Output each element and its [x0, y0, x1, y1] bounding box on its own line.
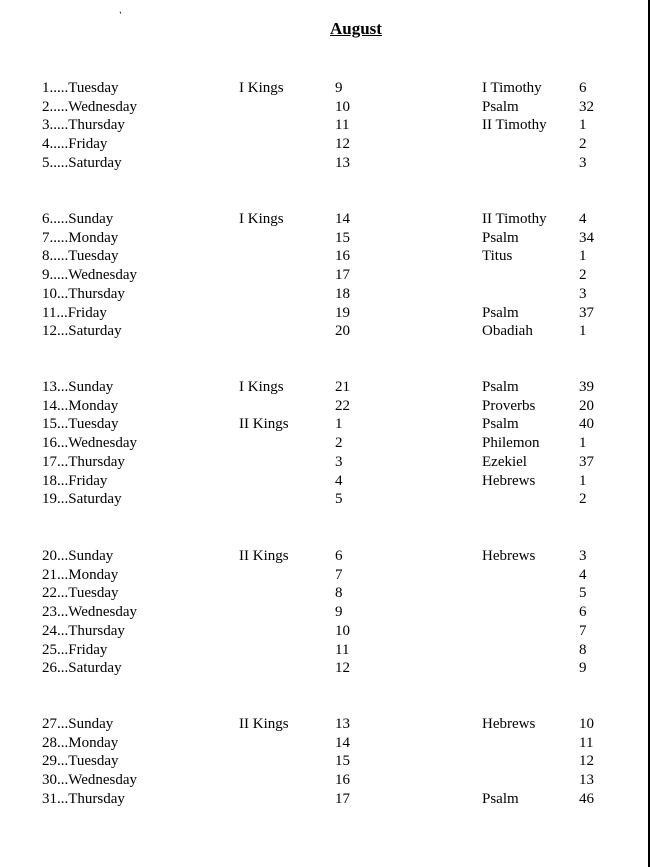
chapter-number: 6	[335, 548, 343, 564]
day-label: 30...Wednesday	[42, 772, 138, 788]
day-label: 25...Friday	[42, 642, 108, 658]
chapter-number: 7	[335, 567, 343, 583]
second-chapter-number: 1	[579, 323, 587, 339]
day-label: 19...Saturday	[42, 491, 122, 507]
second-chapter-number: 7	[579, 623, 587, 639]
day-label: 3.....Thursday	[42, 117, 125, 133]
stray-mark: `	[114, 8, 124, 24]
day-label: 27...Sunday	[42, 716, 114, 732]
chapter-number: 15	[335, 753, 350, 769]
second-book-label: Philemon	[482, 435, 540, 451]
second-chapter-number: 12	[579, 753, 594, 769]
chapter-number: 18	[335, 286, 350, 302]
chapter-number: 4	[335, 473, 343, 489]
second-chapter-number: 37	[579, 454, 594, 470]
book-label: I Kings	[239, 80, 284, 96]
day-label: 6.....Sunday	[42, 211, 114, 227]
second-chapter-number: 13	[579, 772, 594, 788]
second-chapter-number: 10	[579, 716, 594, 732]
second-book-label: Psalm	[482, 99, 519, 115]
second-chapter-number: 20	[579, 398, 594, 414]
second-chapter-number: 9	[579, 660, 587, 676]
chapter-number: 10	[335, 99, 350, 115]
chapter-number: 3	[335, 454, 343, 470]
second-chapter-number: 4	[579, 567, 587, 583]
second-chapter-number: 2	[579, 491, 587, 507]
book-label: I Kings	[239, 379, 284, 395]
second-chapter-number: 2	[579, 267, 587, 283]
second-chapter-number: 46	[579, 791, 594, 807]
second-book-label: Psalm	[482, 305, 519, 321]
chapter-number: 14	[335, 735, 350, 751]
second-chapter-number: 8	[579, 642, 587, 658]
second-chapter-number: 11	[579, 735, 594, 751]
day-label: 26...Saturday	[42, 660, 122, 676]
chapter-number: 12	[335, 136, 350, 152]
chapter-number: 16	[335, 248, 350, 264]
day-label: 31...Thursday	[42, 791, 125, 807]
day-label: 8.....Tuesday	[42, 248, 119, 264]
second-chapter-number: 4	[579, 211, 587, 227]
second-book-label: Proverbs	[482, 398, 536, 414]
day-label: 11...Friday	[42, 305, 107, 321]
chapter-number: 14	[335, 211, 350, 227]
day-label: 2.....Wednesday	[42, 99, 138, 115]
second-chapter-number: 1	[579, 117, 587, 133]
day-label: 17...Thursday	[42, 454, 125, 470]
chapter-number: 17	[335, 267, 350, 283]
day-label: 23...Wednesday	[42, 604, 138, 620]
chapter-number: 16	[335, 772, 350, 788]
chapter-number: 2	[335, 435, 343, 451]
second-chapter-number: 1	[579, 473, 587, 489]
book-label: II Kings	[239, 548, 289, 564]
chapter-number: 1	[335, 416, 343, 432]
chapter-number: 12	[335, 660, 350, 676]
second-chapter-number: 34	[579, 230, 594, 246]
day-label: 29...Tuesday	[42, 753, 119, 769]
chapter-number: 13	[335, 716, 350, 732]
chapter-number: 11	[335, 117, 350, 133]
day-label: 7.....Monday	[42, 230, 119, 246]
second-book-label: Psalm	[482, 791, 519, 807]
second-chapter-number: 6	[579, 80, 587, 96]
day-label: 24...Thursday	[42, 623, 125, 639]
chapter-number: 8	[335, 585, 343, 601]
second-chapter-number: 2	[579, 136, 587, 152]
day-label: 12...Saturday	[42, 323, 122, 339]
second-book-label: II Timothy	[482, 117, 547, 133]
day-label: 14...Monday	[42, 398, 119, 414]
chapter-number: 19	[335, 305, 350, 321]
second-book-label: Hebrews	[482, 548, 536, 564]
chapter-number: 21	[335, 379, 350, 395]
second-book-label: I Timothy	[482, 80, 542, 96]
day-label: 9.....Wednesday	[42, 267, 138, 283]
chapter-number: 5	[335, 491, 343, 507]
book-label: II Kings	[239, 416, 289, 432]
day-label: 10...Thursday	[42, 286, 125, 302]
second-chapter-number: 1	[579, 248, 587, 264]
day-label: 28...Monday	[42, 735, 119, 751]
page-title: August	[330, 19, 382, 38]
second-chapter-number: 3	[579, 548, 587, 564]
chapter-number: 11	[335, 642, 350, 658]
chapter-number: 13	[335, 155, 350, 171]
second-chapter-number: 37	[579, 305, 594, 321]
second-chapter-number: 40	[579, 416, 594, 432]
second-chapter-number: 3	[579, 286, 587, 302]
second-chapter-number: 5	[579, 585, 587, 601]
second-book-label: Psalm	[482, 230, 519, 246]
second-chapter-number: 6	[579, 604, 587, 620]
second-chapter-number: 39	[579, 379, 594, 395]
chapter-number: 9	[335, 80, 343, 96]
second-chapter-number: 32	[579, 99, 594, 115]
second-chapter-number: 1	[579, 435, 587, 451]
day-label: 15...Tuesday	[42, 416, 119, 432]
second-book-label: Psalm	[482, 416, 519, 432]
chapter-number: 10	[335, 623, 350, 639]
chapter-number: 15	[335, 230, 350, 246]
day-label: 5.....Saturday	[42, 155, 122, 171]
second-book-label: Hebrews	[482, 473, 536, 489]
second-book-label: Psalm	[482, 379, 519, 395]
second-book-label: Hebrews	[482, 716, 536, 732]
day-label: 1.....Tuesday	[42, 80, 119, 96]
day-label: 22...Tuesday	[42, 585, 119, 601]
second-book-label: Obadiah	[482, 323, 533, 339]
day-label: 18...Friday	[42, 473, 108, 489]
second-book-label: Ezekiel	[482, 454, 527, 470]
second-book-label: II Timothy	[482, 211, 547, 227]
chapter-number: 20	[335, 323, 350, 339]
day-label: 20...Sunday	[42, 548, 114, 564]
second-book-label: Titus	[482, 248, 513, 264]
day-label: 21...Monday	[42, 567, 119, 583]
book-label: II Kings	[239, 716, 289, 732]
book-label: I Kings	[239, 211, 284, 227]
chapter-number: 22	[335, 398, 350, 414]
day-label: 4.....Friday	[42, 136, 108, 152]
day-label: 13...Sunday	[42, 379, 114, 395]
day-label: 16...Wednesday	[42, 435, 138, 451]
chapter-number: 9	[335, 604, 343, 620]
second-chapter-number: 3	[579, 155, 587, 171]
chapter-number: 17	[335, 791, 350, 807]
